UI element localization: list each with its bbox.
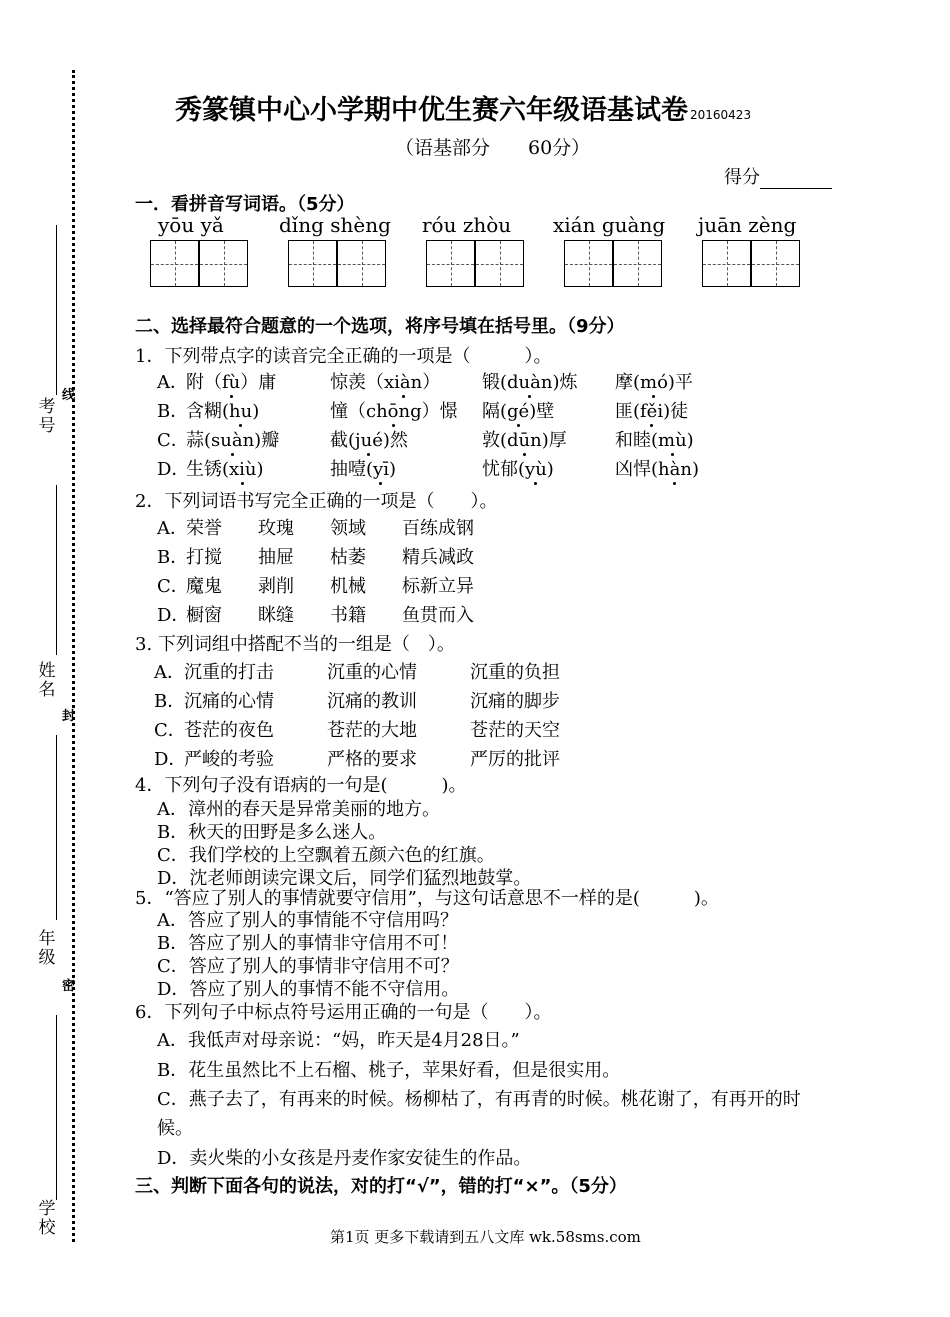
q2-option-word: 抽屉 — [258, 547, 294, 568]
q1-option-word — [615, 397, 688, 423]
q2-stem: 2．下列词语书写完全正确的一项是（ ）。 — [135, 491, 498, 512]
title-date: 20160423 — [690, 108, 752, 122]
q2-option-word: 鱼贯而入 — [402, 605, 474, 626]
q3-option-word: 沉痛的心情 — [184, 691, 274, 712]
q1-option-word — [330, 368, 440, 394]
q2-option-word: 领域 — [330, 518, 366, 539]
word-part: 睦 — [633, 430, 651, 451]
seal-mark-xian: 线 — [62, 388, 76, 403]
q1-option-word — [186, 368, 276, 394]
q2-option-word: 打搅 — [186, 547, 222, 568]
dotted-char: (yī) — [366, 459, 396, 480]
xuexiao-underline — [56, 1015, 57, 1200]
q5-stem: 5．“答应了别人的事情就要守信用”，与这句话意思不一样的是( )。 — [135, 888, 719, 909]
q3-option-letter: B． — [154, 691, 186, 712]
margin-label-xingming: 姓名 — [38, 661, 56, 700]
word-part: 锻 — [482, 372, 500, 393]
q3-option-word: 沉重的负担 — [470, 662, 560, 683]
q6-option-c: C．燕子去了，有再来的时候。杨柳枯了，有再青的时候。桃花谢了，有再开的时 — [157, 1089, 801, 1110]
writing-box[interactable] — [288, 240, 337, 287]
q3-option-word: 苍茫的大地 — [327, 720, 417, 741]
q3-option-letter: D． — [154, 749, 187, 770]
dotted-char: (mó) — [633, 372, 675, 393]
writing-box[interactable] — [751, 240, 800, 287]
q3-option-word: 沉重的心情 — [327, 662, 417, 683]
margin-label-kaohao: 考号 — [38, 397, 56, 436]
q6-option-d: D．卖火柴的小女孩是丹麦作家安徒生的作品。 — [157, 1148, 532, 1169]
pinyin-3: róu zhòu — [422, 213, 512, 237]
q2-option-word: 眯缝 — [258, 605, 294, 626]
q5-option-a: A．答应了别人的事情能不守信用吗？ — [157, 910, 458, 931]
word-part: 郁 — [500, 459, 518, 480]
q5-option-c: C．答应了别人的事情非守信用不可？ — [157, 956, 459, 977]
q1-option-word — [615, 455, 699, 481]
writing-box[interactable] — [702, 240, 751, 287]
dotted-char: (yù) — [518, 459, 554, 480]
dotted-char: (dūn) — [500, 430, 549, 451]
dotted-char: (jué) — [348, 430, 390, 451]
dotted-char: （fù） — [204, 372, 259, 393]
word-part: 匪 — [615, 401, 633, 422]
dotted-char: （xiàn） — [366, 372, 441, 393]
q1-option-word — [482, 397, 554, 423]
word-part: 噎 — [348, 459, 366, 480]
q3-option-word: 严厉的批评 — [470, 749, 560, 770]
q2-option-letter: A． — [157, 518, 188, 539]
q4-option-c: C．我们学校的上空飘着五颜六色的红旗。 — [157, 845, 495, 866]
writing-box[interactable] — [337, 240, 386, 287]
q3-option-word: 严峻的考验 — [184, 749, 274, 770]
word-part: 忧 — [482, 459, 500, 480]
q1-option-word — [615, 368, 693, 394]
dotted-char: （chōng） — [348, 401, 440, 422]
page-title: 秀篆镇中心小学期中优生赛六年级语基试卷 20160423 — [175, 95, 752, 126]
q2-option-word: 精兵减政 — [402, 547, 474, 568]
q2-option-word: 荣誉 — [186, 518, 222, 539]
margin-label-nianji: 年级 — [38, 929, 56, 968]
q1-option-letter: B． — [157, 401, 189, 422]
nianji-underline — [56, 735, 57, 920]
pinyin-1: yōu yǎ — [158, 213, 224, 237]
q3-option-word: 沉痛的教训 — [327, 691, 417, 712]
word-part: 附 — [186, 372, 204, 393]
q2-option-word: 玫瑰 — [258, 518, 294, 539]
q5-option-b: B．答应了别人的事情非守信用不可！ — [157, 933, 459, 954]
word-part: 截 — [330, 430, 348, 451]
word-part: 含 — [186, 401, 204, 422]
q4-option-a: A．漳州的春天是异常美丽的地方。 — [157, 799, 440, 820]
score-blank[interactable] — [760, 170, 832, 189]
pinyin-4: xián guàng — [553, 213, 666, 237]
q4-option-b: B．秋天的田野是多么迷人。 — [157, 822, 387, 843]
dotted-char: (duàn) — [500, 372, 560, 393]
q1-option-letter: A． — [157, 372, 188, 393]
q3-option-letter: A． — [154, 662, 185, 683]
q3-option-word: 苍茫的夜色 — [184, 720, 274, 741]
score-field: 得分 — [724, 163, 832, 189]
q1-option-word — [330, 455, 396, 481]
q1-stem: 1．下列带点字的读音完全正确的一项是（ ）。 — [135, 346, 552, 367]
dotted-char: (fěi) — [633, 401, 671, 422]
q1-option-word — [330, 397, 458, 423]
word-part: 炼 — [559, 372, 578, 393]
q4-option-d: D．沈老师朗读完课文后，同学们猛烈地鼓掌。 — [157, 868, 532, 889]
section-2-heading: 二、选择最符合题意的一个选项，将序号填在括号里。（9分） — [135, 316, 625, 337]
word-part: 和 — [615, 430, 633, 451]
q1-option-word — [330, 426, 408, 452]
q5-option-d: D．答应了别人的事情不能不守信用。 — [157, 979, 460, 1000]
dotted-char: (hàn) — [651, 459, 699, 480]
q2-option-letter: C． — [157, 576, 189, 597]
q2-option-word: 百练成钢 — [402, 518, 474, 539]
word-part: 惊 — [330, 372, 348, 393]
word-part: 羡 — [348, 372, 366, 393]
dotted-char: (mù) — [651, 430, 694, 451]
q3-option-word: 苍茫的天空 — [470, 720, 560, 741]
q6-option-b: B．花生虽然比不上石榴、桃子，苹果好看，但是很实用。 — [157, 1060, 621, 1081]
writing-box[interactable] — [426, 240, 475, 287]
q6-stem: 6．下列句子中标点符号运用正确的一句是（ ）。 — [135, 1002, 552, 1023]
q2-option-word: 标新立异 — [402, 576, 474, 597]
q3-option-word: 沉重的打击 — [184, 662, 274, 683]
dotted-char: (suàn) — [204, 430, 262, 451]
q2-option-word: 魔鬼 — [186, 576, 222, 597]
q3-option-word: 沉痛的脚步 — [470, 691, 560, 712]
section-1-heading: 一．看拼音写词语。（5分） — [135, 194, 355, 215]
xingming-underline — [56, 485, 57, 655]
word-part: 锈 — [204, 459, 222, 480]
writing-box[interactable] — [613, 240, 662, 287]
q1-option-word — [186, 397, 259, 423]
q4-stem: 4．下列句子没有语病的一句是( )。 — [135, 775, 467, 796]
word-part: 凶 — [615, 459, 633, 480]
margin-label-xuexiao: 学校 — [38, 1199, 56, 1238]
writing-box[interactable] — [150, 240, 199, 287]
word-part: 壁 — [536, 401, 555, 422]
word-part: 隔 — [482, 401, 500, 422]
seal-mark-mi: 密 — [62, 979, 76, 994]
pinyin-2: dǐng shèng — [279, 213, 391, 237]
word-part: 庸 — [258, 372, 277, 393]
word-part: 悍 — [633, 459, 651, 480]
word-part: 瓣 — [261, 430, 280, 451]
q2-option-letter: B． — [157, 547, 189, 568]
section-3-heading: 三、判断下面各句的说法，对的打“√”，错的打“×”。（5分） — [135, 1176, 627, 1197]
word-part: 厚 — [548, 430, 567, 451]
word-part: 敦 — [482, 430, 500, 451]
q1-option-word — [482, 426, 567, 452]
q2-option-word: 橱窗 — [186, 605, 222, 626]
q2-option-word: 枯萎 — [330, 547, 366, 568]
q3-option-word: 严格的要求 — [327, 749, 417, 770]
q6-option-c-continued: 候。 — [157, 1118, 193, 1139]
q1-option-letter: C． — [157, 430, 189, 451]
q1-option-word — [482, 368, 577, 394]
q6-option-a: A．我低声对母亲说：“妈，昨天是4月28日。” — [157, 1030, 520, 1051]
binding-dotted-line — [72, 70, 75, 1242]
q3-stem: 3. 下列词组中搭配不当的一组是（ ）。 — [135, 634, 455, 655]
q2-option-word: 剥削 — [258, 576, 294, 597]
pinyin-5: juān zèng — [698, 213, 797, 237]
q2-option-word: 书籍 — [330, 605, 366, 626]
writing-box[interactable] — [475, 240, 524, 287]
q2-option-word: 机械 — [330, 576, 366, 597]
q3-option-letter: C． — [154, 720, 186, 741]
dotted-char: (hu) — [222, 401, 260, 422]
kaohao-underline — [56, 225, 57, 395]
word-part: 憬 — [439, 401, 458, 422]
writing-box[interactable] — [564, 240, 613, 287]
q1-option-word — [186, 426, 279, 452]
page-footer: 第1页 更多下载请到五八文库 wk.58sms.com — [330, 1228, 641, 1246]
word-part: 然 — [389, 430, 408, 451]
q1-option-letter: D． — [157, 459, 190, 480]
word-part: 憧 — [330, 401, 348, 422]
dotted-char: (gé) — [500, 401, 537, 422]
q2-option-letter: D． — [157, 605, 190, 626]
dotted-char: (xiù) — [222, 459, 264, 480]
word-part: 徒 — [670, 401, 689, 422]
q1-option-word — [615, 426, 694, 452]
word-part: 平 — [674, 372, 693, 393]
q1-option-word — [482, 455, 554, 481]
page-subtitle: （语基部分 60分） — [395, 137, 591, 159]
word-part: 生 — [186, 459, 204, 480]
word-part: 抽 — [330, 459, 348, 480]
word-part: 蒜 — [186, 430, 204, 451]
q1-option-word — [186, 455, 264, 481]
word-part: 摩 — [615, 372, 633, 393]
writing-box[interactable] — [199, 240, 248, 287]
seal-mark-feng: 封 — [62, 709, 76, 724]
word-part: 糊 — [204, 401, 222, 422]
